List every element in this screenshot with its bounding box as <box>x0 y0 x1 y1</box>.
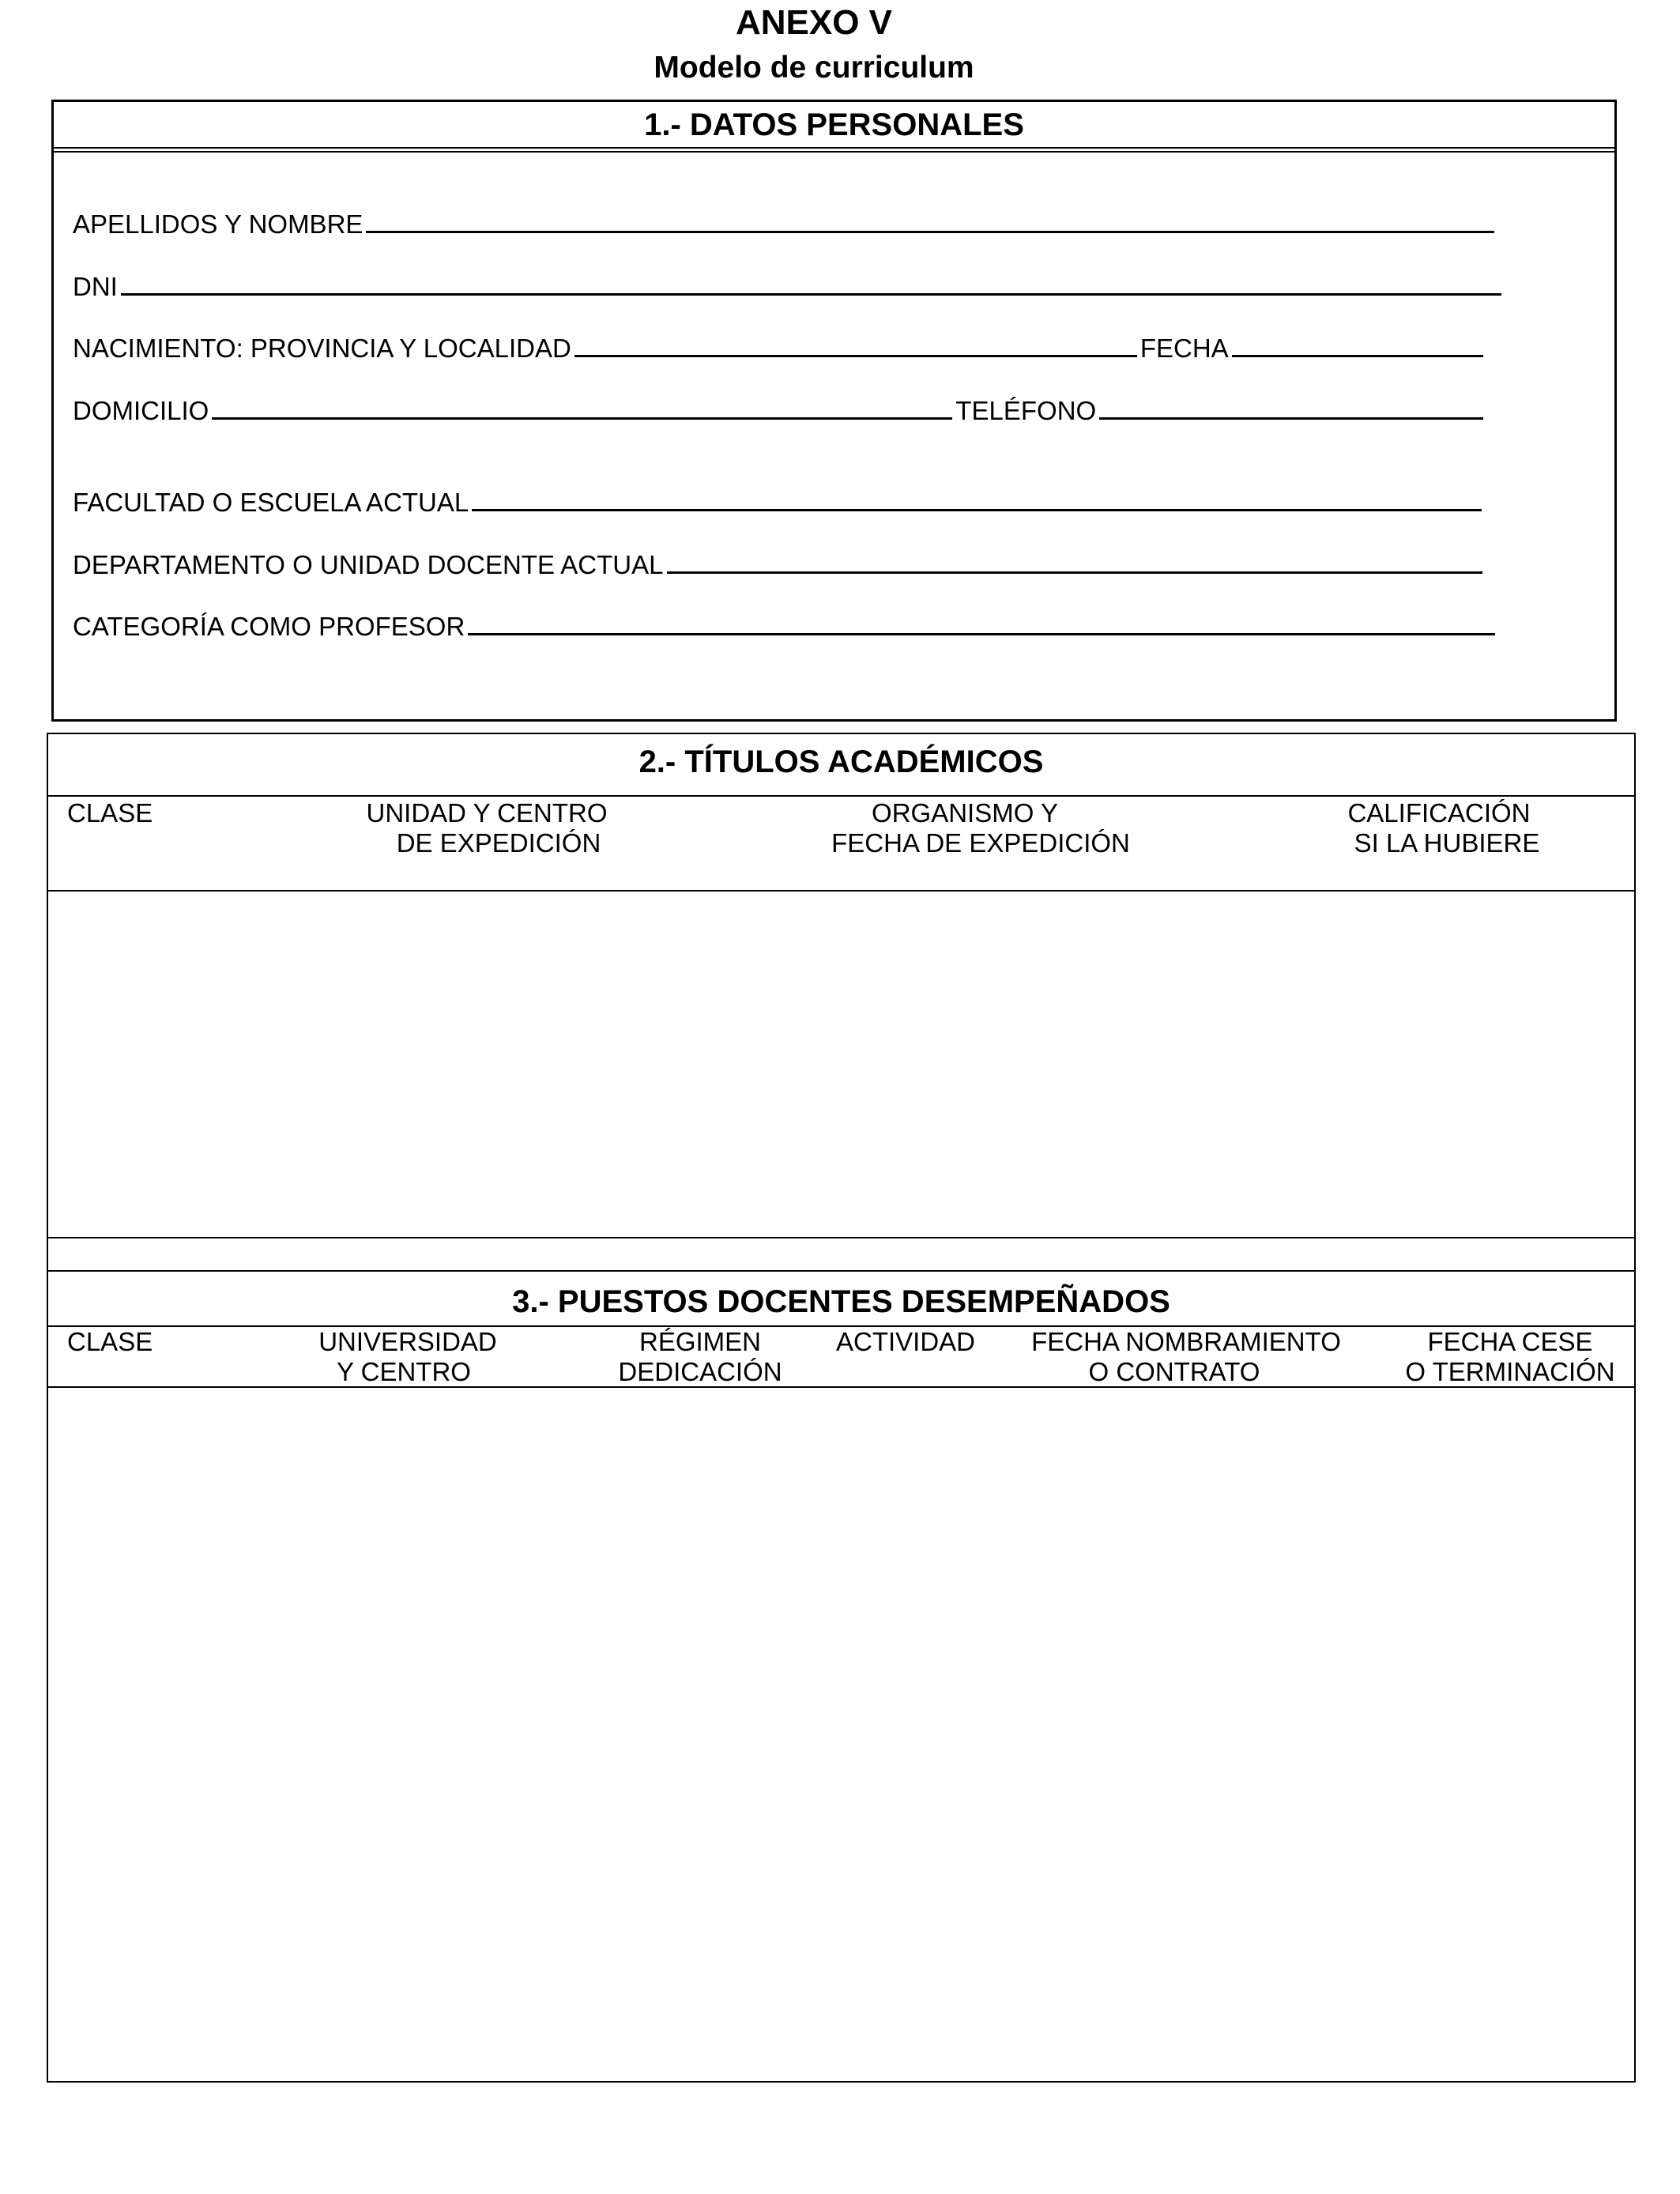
column-header-organismo <box>783 798 1178 858</box>
column-header-line: FECHA NOMBRAMIENTO <box>1031 1327 1341 1356</box>
column-header-line: ORGANISMO Y <box>872 798 1058 827</box>
column-header-line: ACTIVIDAD <box>835 1327 976 1356</box>
column-header-actividad <box>807 1327 1004 1357</box>
field-row-departamento <box>73 551 1486 579</box>
dni-input-line[interactable] <box>121 273 1501 296</box>
apellidos-input-line[interactable] <box>366 210 1494 233</box>
column-header-line: CLASE <box>67 798 153 827</box>
section-title: 2.- TÍTULOS ACADÉMICOS <box>638 745 1044 779</box>
teaching-positions-section <box>47 1270 1636 2083</box>
column-header-line: DEDICACIÓN <box>618 1357 782 1386</box>
page-subtitle: Modelo de curriculum <box>654 51 974 85</box>
column-header-line: CLASE <box>67 1327 153 1356</box>
column-header-unidad <box>293 798 680 858</box>
page-title: ANEXO V <box>735 3 893 42</box>
column-header-line: UNIDAD Y CENTRO <box>366 798 608 827</box>
facultad-input-line[interactable] <box>472 488 1482 511</box>
categoria-input-line[interactable] <box>468 613 1495 635</box>
column-header-line: O TERMINACIÓN <box>1405 1357 1615 1386</box>
nacimiento-input-line[interactable] <box>574 334 1137 357</box>
column-header-clase <box>67 798 153 828</box>
departamento-input-line[interactable] <box>667 551 1482 574</box>
domicilio-input-line[interactable] <box>212 397 952 420</box>
column-header-line: Y CENTRO <box>337 1357 471 1386</box>
column-header-line: SI LA HUBIERE <box>1354 828 1540 858</box>
field-label-departamento: DEPARTAMENTO O UNIDAD DOCENTE ACTUAL <box>73 550 664 579</box>
column-header-line: UNIVERSIDAD <box>318 1327 497 1356</box>
telefono-input-line[interactable] <box>1099 397 1483 420</box>
column-header-fecha-nombramiento <box>1012 1327 1360 1387</box>
field-label-apellidos: APELLIDOS Y NOMBRE <box>73 209 363 239</box>
academic-titles-entry-area[interactable] <box>48 892 1634 1235</box>
field-row-categoria <box>73 613 1498 641</box>
column-header-universidad <box>262 1327 554 1387</box>
field-label-domicilio: DOMICILIO <box>73 396 209 425</box>
field-row-dni <box>73 273 1505 301</box>
column-header-fecha-cese <box>1392 1327 1629 1387</box>
section-title: 3.- PUESTOS DOCENTES DESEMPEÑADOS <box>512 1284 1170 1319</box>
academic-titles-section <box>47 733 1636 1238</box>
column-header-line: RÉGIMEN <box>638 1327 761 1356</box>
field-label-categoria: CATEGORÍA COMO PROFESOR <box>73 612 465 641</box>
field-row-domicilio <box>73 397 1486 425</box>
field-label-facultad: FACULTAD O ESCUELA ACTUAL <box>73 488 469 517</box>
section-spacer-box <box>47 1237 1636 1272</box>
section-header <box>54 102 1614 153</box>
field-label-fecha: FECHA <box>1139 334 1229 363</box>
column-header-line: FECHA DE EXPEDICIÓN <box>831 828 1130 858</box>
field-row-apellidos <box>73 210 1497 239</box>
field-label-dni: DNI <box>73 272 118 301</box>
field-row-nacimiento <box>73 334 1486 363</box>
teaching-positions-entry-area[interactable] <box>48 1388 1634 2079</box>
column-header-clase <box>67 1327 153 1357</box>
field-row-facultad <box>73 488 1485 517</box>
field-label-telefono: TELÉFONO <box>955 396 1097 425</box>
column-header-line: FECHA CESE <box>1427 1327 1593 1356</box>
column-header-line: DE EXPEDICIÓN <box>396 828 601 858</box>
column-header-calificacion <box>1265 798 1629 858</box>
divider <box>48 795 1634 797</box>
fecha-input-line[interactable] <box>1232 334 1483 357</box>
column-header-line: CALIFICACIÓN <box>1347 798 1531 827</box>
column-header-line: O CONTRATO <box>1088 1357 1260 1386</box>
section-title: 1.- DATOS PERSONALES <box>644 107 1024 142</box>
personal-data-section <box>51 100 1617 722</box>
column-header-regimen <box>570 1327 831 1387</box>
field-label-nacimiento: NACIMIENTO: PROVINCIA Y LOCALIDAD <box>73 334 571 363</box>
